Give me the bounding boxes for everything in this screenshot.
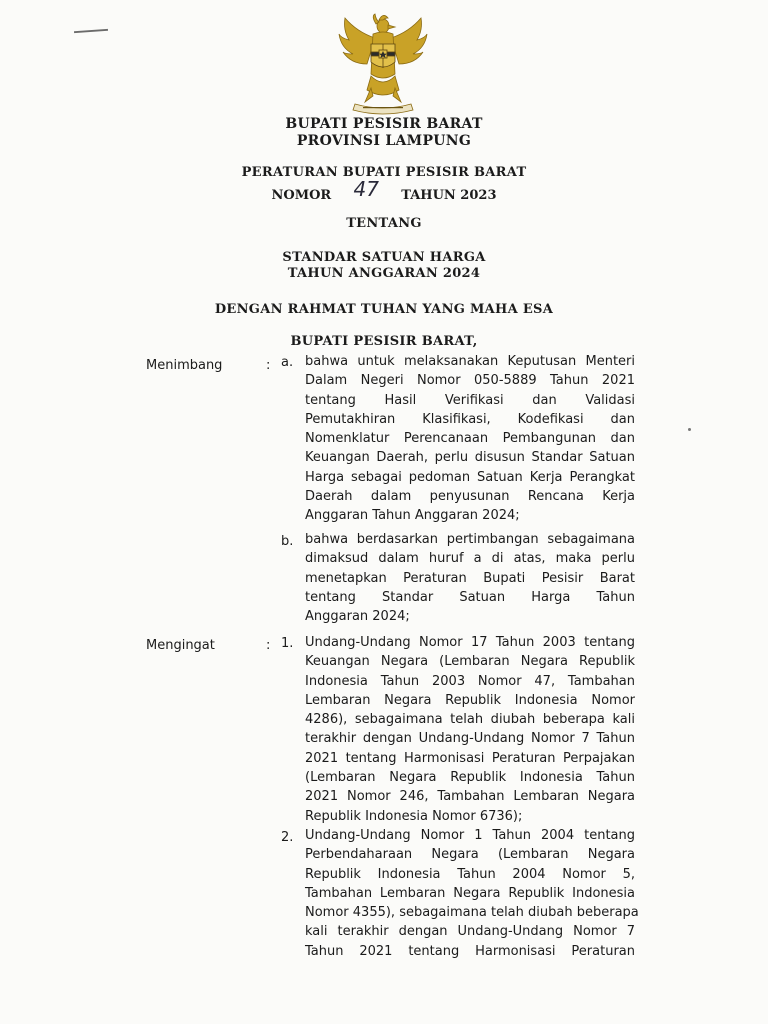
paragraph-line: tentang Hasil Verifikasi dan Validasi (305, 392, 635, 408)
paragraph-line: Perbendaharaan Negara (Lembaran Negara (305, 847, 635, 863)
paragraph-line: Keuangan Negara (Lembaran Negara Republik (305, 654, 635, 670)
garuda-emblem-icon (335, 12, 431, 116)
mengingat-colon: : (266, 638, 271, 653)
paragraph-line: Lembaran Negara Republik Indonesia Nomor (305, 692, 635, 708)
menimbang-label: Menimbang (146, 358, 223, 373)
province-title: PROVINSI LAMPUNG (296, 133, 472, 149)
paragraph-line: 4286), sebagaimana telah diubah beberapa kali (305, 712, 635, 728)
menimbang-marker-a: a. (281, 355, 294, 370)
mengingat-label: Mengingat (146, 638, 215, 653)
regulation-number-row (0, 177, 768, 204)
scan-artifact-line (74, 29, 108, 33)
paragraph-line: bahwa untuk melaksanakan Keputusan Menteri (305, 354, 635, 369)
office-title: BUPATI PESISIR BARAT (285, 116, 483, 132)
paragraph-line: Harga sebagai pedoman Satuan Kerja Perangkat (305, 469, 635, 485)
paragraph-line: Anggaran 2024; (305, 609, 410, 625)
paragraph-line: Pemutakhiran Klasifikasi, Kodefikasi dan (305, 411, 635, 427)
paragraph-line: Undang-Undang Nomor 1 Tahun 2004 tentang (305, 828, 635, 843)
nomor-label: NOMOR (271, 188, 332, 203)
menimbang-paragraph-a (305, 352, 635, 526)
subject-line-2: TAHUN ANGGARAN 2024 (287, 266, 481, 281)
paragraph-line: 2021 Nomor 246, Tambahan Lembaran Negara (305, 789, 635, 805)
paragraph-line: Republik Indonesia Tahun 2004 Nomor 5, (305, 866, 635, 882)
menimbang-paragraph-b (305, 530, 635, 626)
paragraph-line: Republik Indonesia Nomor 6736); (305, 808, 523, 824)
paragraph-line: kali terakhir dengan Undang-Undang Nomor 7 (305, 924, 635, 940)
issuer-line: BUPATI PESISIR BARAT, (290, 334, 478, 349)
paragraph-line: terakhir dengan Undang-Undang Nomor 7 Tahun (305, 731, 635, 747)
subject-line-1: STANDAR SATUAN HARGA (282, 250, 486, 265)
paragraph-line: Nomor 4355), sebagaimana telah diubah beberapa (305, 905, 639, 921)
paragraph-line: (Lembaran Negara Republik Indonesia Tahun (305, 770, 635, 786)
regulation-title: PERATURAN BUPATI PESISIR BARAT (241, 165, 527, 180)
paragraph-line: Keuangan Daerah, perlu disusun Standar Satuan (305, 450, 635, 466)
paragraph-line: Dalam Negeri Nomor 050-5889 Tahun 2021 (305, 373, 635, 389)
mengingat-paragraph-1 (305, 633, 635, 826)
paragraph-line: Tambahan Lembaran Negara Republik Indonesia (305, 885, 635, 901)
tahun-label: TAHUN 2023 (401, 188, 497, 203)
menimbang-colon: : (266, 358, 271, 373)
scan-artifact-dot (688, 428, 691, 431)
paragraph-line: Undang-Undang Nomor 17 Tahun 2003 tentang (305, 635, 635, 650)
paragraph-line: tentang Standar Satuan Harga Tahun (305, 589, 635, 605)
paragraph-line: 2021 tentang Harmonisasi Peraturan Perpajakan (305, 750, 635, 766)
paragraph-line: bahwa berdasarkan pertimbangan sebagaimana (305, 532, 635, 547)
paragraph-line: Anggaran Tahun Anggaran 2024; (305, 508, 520, 524)
nomor-handwritten-value: 47 (353, 177, 379, 201)
paragraph-line: dimaksud dalam huruf a di atas, maka perlu (305, 551, 635, 567)
blessing-line: DENGAN RAHMAT TUHAN YANG MAHA ESA (214, 302, 554, 317)
mengingat-marker-1: 1. (281, 636, 294, 651)
paragraph-line: Daerah dalam penyusunan Rencana Kerja (305, 489, 635, 505)
paragraph-line: Tahun 2021 tentang Harmonisasi Peraturan (305, 943, 635, 959)
menimbang-marker-b: b. (281, 534, 294, 549)
mengingat-paragraph-2 (305, 826, 639, 961)
paragraph-line: menetapkan Peraturan Bupati Pesisir Barat (305, 570, 635, 586)
mengingat-marker-2: 2. (281, 830, 294, 845)
tentang-heading: TENTANG (346, 216, 422, 231)
paragraph-line: Indonesia Tahun 2003 Nomor 47, Tambahan (305, 673, 635, 689)
paragraph-line: Nomenklatur Perencanaan Pembangunan dan (305, 431, 635, 447)
